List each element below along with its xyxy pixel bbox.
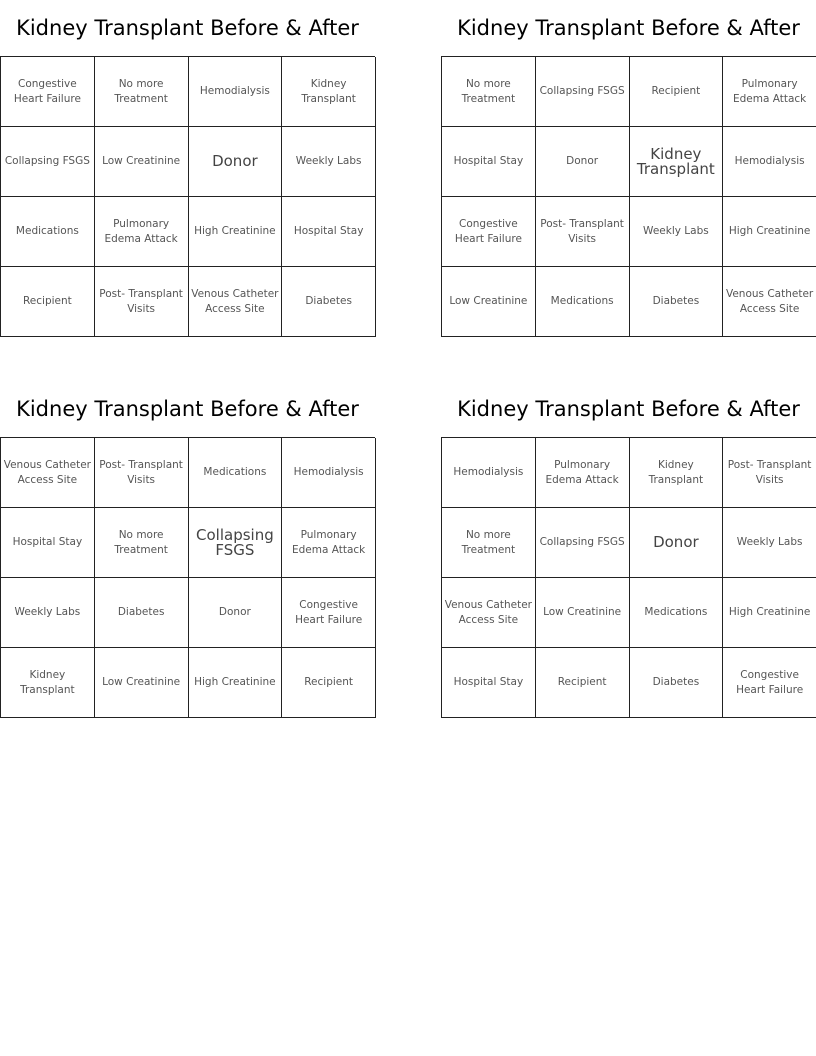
bingo-cell: Collapsing FSGS <box>536 508 630 578</box>
bingo-cell: Venous Catheter Access Site <box>189 267 283 337</box>
bingo-cell: High Creatinine <box>189 648 283 718</box>
bingo-cell: Venous Catheter Access Site <box>442 578 536 648</box>
bingo-card-3 <box>0 381 375 718</box>
bingo-cell: Post- Transplant Visits <box>95 267 189 337</box>
bingo-cell: Hospital Stay <box>442 127 536 197</box>
bingo-cell: Weekly Labs <box>282 127 376 197</box>
bingo-cell: Weekly Labs <box>630 197 724 267</box>
bingo-cell: High Creatinine <box>189 197 283 267</box>
bingo-cell: Medications <box>630 578 724 648</box>
bingo-cell: Weekly Labs <box>723 508 816 578</box>
bingo-cell: Donor <box>189 578 283 648</box>
bingo-cell: Kidney Transplant <box>282 57 376 127</box>
bingo-grid <box>0 437 375 718</box>
bingo-cell: Recipient <box>536 648 630 718</box>
bingo-cell: Hospital Stay <box>282 197 376 267</box>
bingo-cell: Hospital Stay <box>1 508 95 578</box>
bingo-cell: Hemodialysis <box>282 438 376 508</box>
bingo-grid <box>441 437 816 718</box>
bingo-cell: Pulmonary Edema Attack <box>95 197 189 267</box>
bingo-cell: Medications <box>1 197 95 267</box>
bingo-card-2 <box>441 0 816 337</box>
bingo-cell: High Creatinine <box>723 578 816 648</box>
card-title: Kidney Transplant Before & After <box>16 397 359 421</box>
bingo-cell: Pulmonary Edema Attack <box>282 508 376 578</box>
free-space-cell: Donor <box>189 127 283 197</box>
bingo-cell: Diabetes <box>282 267 376 337</box>
free-space-cell: Kidney Transplant <box>630 127 724 197</box>
bingo-cell: No more Treatment <box>442 508 536 578</box>
bingo-cell: High Creatinine <box>723 197 816 267</box>
bingo-cell: Collapsing FSGS <box>536 57 630 127</box>
bingo-cell: Venous Catheter Access Site <box>723 267 816 337</box>
bingo-cell: Kidney Transplant <box>1 648 95 718</box>
bingo-cell: Low Creatinine <box>95 127 189 197</box>
bingo-cell: Diabetes <box>630 648 724 718</box>
card-title: Kidney Transplant Before & After <box>457 16 800 40</box>
bingo-cell: Donor <box>536 127 630 197</box>
bingo-cell: Venous Catheter Access Site <box>1 438 95 508</box>
bingo-cell: Congestive Heart Failure <box>1 57 95 127</box>
bingo-cell: Hemodialysis <box>189 57 283 127</box>
bingo-cell: Hemodialysis <box>723 127 816 197</box>
bingo-cell: Medications <box>536 267 630 337</box>
bingo-cell: Low Creatinine <box>95 648 189 718</box>
bingo-cell: Post- Transplant Visits <box>536 197 630 267</box>
bingo-cell: Collapsing FSGS <box>1 127 95 197</box>
bingo-cell: Medications <box>189 438 283 508</box>
bingo-cell: Recipient <box>1 267 95 337</box>
bingo-cell: Congestive Heart Failure <box>723 648 816 718</box>
bingo-grid <box>0 56 375 337</box>
bingo-cell: Pulmonary Edema Attack <box>536 438 630 508</box>
bingo-cell: Low Creatinine <box>442 267 536 337</box>
bingo-cell: Congestive Heart Failure <box>442 197 536 267</box>
bingo-cell: Post- Transplant Visits <box>95 438 189 508</box>
bingo-cell: No more Treatment <box>95 508 189 578</box>
free-space-cell: Collapsing FSGS <box>189 508 283 578</box>
bingo-cell: Low Creatinine <box>536 578 630 648</box>
bingo-grid <box>441 56 816 337</box>
bingo-card-4 <box>441 381 816 718</box>
bingo-cell: Kidney Transplant <box>630 438 724 508</box>
bingo-cell: Congestive Heart Failure <box>282 578 376 648</box>
bingo-cell: Hospital Stay <box>442 648 536 718</box>
card-title: Kidney Transplant Before & After <box>16 16 359 40</box>
free-space-cell: Donor <box>630 508 724 578</box>
bingo-cell: Recipient <box>630 57 724 127</box>
bingo-cell: Pulmonary Edema Attack <box>723 57 816 127</box>
bingo-cell: No more Treatment <box>95 57 189 127</box>
bingo-cell: Diabetes <box>95 578 189 648</box>
bingo-cell: Diabetes <box>630 267 724 337</box>
bingo-cell: Hemodialysis <box>442 438 536 508</box>
bingo-cell: Post- Transplant Visits <box>723 438 816 508</box>
bingo-cell: Weekly Labs <box>1 578 95 648</box>
bingo-cell: No more Treatment <box>442 57 536 127</box>
card-title: Kidney Transplant Before & After <box>457 397 800 421</box>
bingo-card-1 <box>0 0 375 337</box>
bingo-cell: Recipient <box>282 648 376 718</box>
